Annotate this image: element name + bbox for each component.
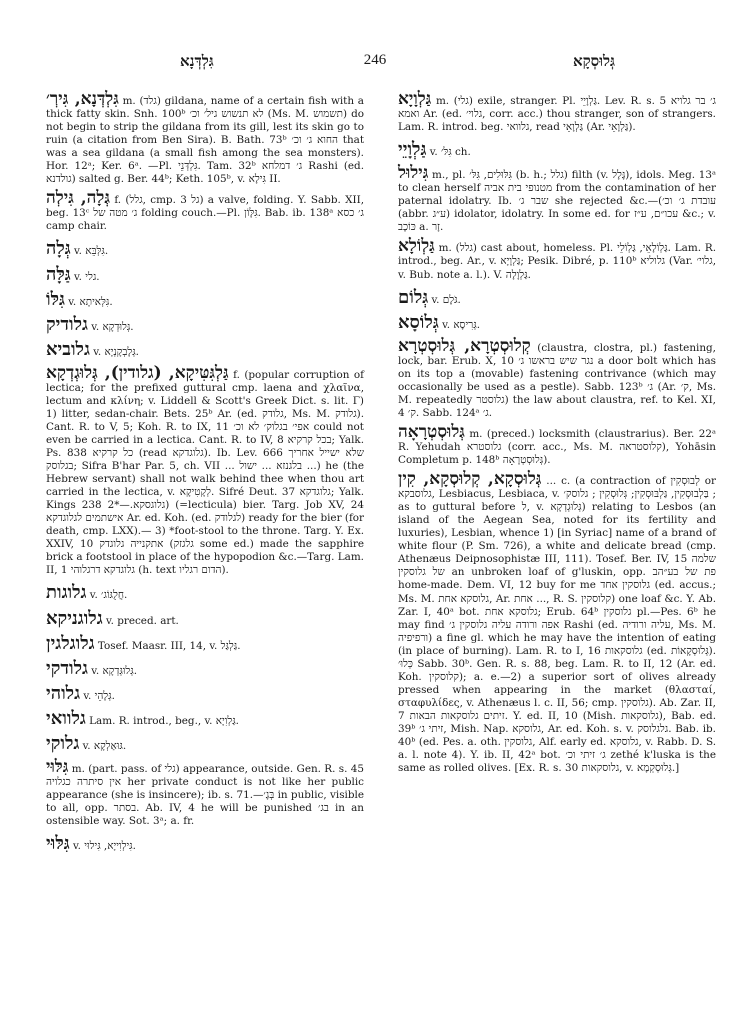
cross-reference-entry xyxy=(46,338,364,360)
entry-text: v. גְּלָבְקָנְיָא. xyxy=(89,345,139,358)
dictionary-entry xyxy=(398,89,716,134)
entry-text: m. (גלל) cast about, homeless. Pl. גַּלְוֹלָאֵי, גַּלְוֹלֵי. Lam. R. introd., beg. Ar., v. גַּלְוָיָא; Pesik. Dibré, p. 110ᵇ גלוליא (Var. גלוי׳, v. Bub. note a. l.). V. גַּלְוָלָה. xyxy=(398,242,716,281)
cross-reference-entry xyxy=(46,607,364,629)
entry-headword: גְּלוּסְטְרָאָה xyxy=(398,421,465,442)
dictionary-entry xyxy=(398,335,717,420)
entry-headword: גלודקי xyxy=(46,657,88,679)
entry-text: m. (preced.) locksmith (claustrarius). Ber. 22ᵃ R. Yehudah גלוסטרא (corr. acc., Ms. M. קלוסטראה), Yohāsin Completum p. 148ᵇ גְּלוּסְטְרָאָה). xyxy=(398,427,716,467)
cross-reference-entry xyxy=(398,286,716,308)
entry-headword: גְּלָה xyxy=(46,238,71,260)
right-column xyxy=(398,89,717,780)
entry-headword: גִּלְדְּנָא, גִּירְ׳ xyxy=(46,89,119,109)
entry-text: v. גֹּלֶם. xyxy=(428,293,461,306)
entry-text: v. גלי. xyxy=(70,270,100,283)
dictionary-entry xyxy=(398,236,716,281)
entry-text: v. חֲלֻגּוֹג׳. xyxy=(86,589,128,602)
dictionary-entry xyxy=(46,362,365,578)
entry-headword: גַּלְוֹלָא xyxy=(398,236,435,257)
entry-headword: גלוקי xyxy=(46,732,80,754)
entry-text: m. (part. pass. of גלי) appearance, outside. Gen. R. s. 45 אין סיתרה כגלויה her private conduct is not like her public appearance (she is insincere); ib. s. 71.—בְּגָ׳ in public, visible to all, opp. בסתר. Ab. IV, 4 he will be punished בג׳ in an ostensible way. Sot. 3ᵃ; a. fr. xyxy=(46,762,365,827)
entry-headword: גלודיק xyxy=(46,313,88,335)
entry-text: v. גְּלָהֵי. xyxy=(80,689,115,702)
cross-reference-entry xyxy=(46,238,364,260)
entry-headword: גְּלָה, גִּילְה xyxy=(46,188,110,209)
entry-text: f. (גלל, cmp. גל 3) a valve, folding. Y. Sabb. XII, beg. 13ᶜ ג׳ מטה של folding couch.—Pl. גִּלָּוֹן. Bab. ib. 138ᵃ ג׳ כסא camp chair. xyxy=(46,194,364,233)
entry-headword: גַּלְגִּטִּיקָא, (גלודין), גְּלוּגְדְקָא xyxy=(46,362,229,383)
entry-headword: גְּלוֹסָא xyxy=(398,311,439,333)
entry-text: m. (גלי) exile, stranger. Pl. גַּלְוָיֵי. Lev. R. s. 5 ג׳ בר גלויא ואמא Ar. (ed. גלוי׳, corr. acc.) thou stranger, son of strangers. Lam. R. introd. beg. גלוואי, read גַּלְוָאֵי (Ar. גַּלְוָאֵי). xyxy=(398,95,716,134)
left-column xyxy=(46,89,365,860)
entry-text: ... c. (a contraction of לְבוּסְקִין or גלוסבקא, Lesbiacus, Lesbiaca, v. בַּלְבוּסְקִין, גַּלְבּוּסְקִין; גְּלוּסְקִין ; גלוסק׳ ; as to guttural before ל, v. גְּלוּגְדְקָא) relating to Lesbos (an island of the Aegean Sea, noted for its fertility and luxuries), Lesbian, whence 1) [in Syriac] name of a brand of white flour (P. Sm. 726), a white and delicate bread (cmp. Athenæus Deipnosophistæ III, 111). Tosef. Ber. IV, 15 שלמה של גלוסקין an unbroken loaf of g'luskin, opp. פת של בע״הב home-made. Dem. VI, 12 buy for me גלוסקין אחד (ed. accus.; Ms. M. גלוסקא אחת, Ar. אחת ..., R. S. קלוסקין) one loaf &c. Y. Ab. Zar. I, 40ᵃ bot. גלוסקא אחת; Erub. 64ᵇ גלוסקין pl.—Pes. 6ᵇ he may find אפה ורודה עליה גלוסקין ג׳ Rashi (ed. עליה ורודיה, Ms. M. ורפיפיה) a fine gl. which he may have the intention of eating (in place of burning). Lam. R. to I, 16 גלוסקאות (ed. גְּלוּסְקָאוֹת). כְּלוּ׳ Sabb. 30ᵇ. Gen. R. s. 88, beg. Lam. R. to II, 12 (Ar. ed. Koh. קלוסקין); a. e.—2) a superior sort of olives already pressed when appearing in the market (θλασταί, σταφυλίδες, v. Athenæus l. c. II, 56; cmp. גלוסקין). Ab. Zar. II, 7 זיתים גלוסקאות הבאות. Y. ed. II, 10 (Mish. גלוסקאות), Bab. ed. 39ᵇ זיתי ג׳, Mish. Nap. גלוסקא, Ar. ed. Koh. s. v. גלגלוסק. Bab. ib. 40ᵇ (ed. Pes. a. oth. גלוסקין, Alf. early ed. גלוסקא, v. Rabb. D. S. a. l. note 4). Y. ib. II, 42ᵃ bot. ג׳ זיתי וכ׳ zethé k'luska is the same as rolled olives. [Ex. R. s. 30 גלוסקאות, v. גְּלוּסְקְמָא.] xyxy=(398,475,717,775)
dictionary-entry xyxy=(46,188,364,233)
entry-headword: גִּלּוֹ xyxy=(46,288,65,310)
cross-reference-entry xyxy=(46,732,364,754)
cross-reference-entry xyxy=(46,707,364,729)
cross-reference-entry xyxy=(398,139,716,161)
dictionary-entry xyxy=(398,163,717,234)
entry-text: v. preced. art. xyxy=(102,614,179,627)
cross-reference-entry xyxy=(46,582,364,604)
entry-text: f. (popular corruption of lectica; for the prefixed guttural cmp. laena and χλαῖνα, lectum and κλίνη; v. Liddell & Scott's Greek Dict. s. lit. Γ) 1) litter, sedan-chair. Bets. 25ᵇ Ar. (ed. גלודק, Ms. M. גלודק). Cant. R. to V, 5; Koh. R. to IX, 11 אפי׳ בגלוק׳ לא וכ׳ could not even be carried in a lectica. Cant. R. to IV, 8 בכל קרקיא; Yalk. Ps. 838 כל קרקיא (read גלוגדקא). Ib. Lev. 666 שלא ישייל אחריך בגלוסק; Sifra B'har Par. 5, ch. VII ... בלגנזא ... ישול ...) he (the Hebrew servant) shall not walk behind thee when thou art carried in the lectica, v. לְקָטִיקָא. Sifré Deut. 37 גלוגדקא; Yalk. Kings 238 גלוגסקא.—*2) (=lecticula) bier. Targ. Job XV, 24 אישתמים לגלוגדקא Ar. ed. Koh. (ed. לגלודק) ready for the bier (for death, cmp. LXX).— 3) *foot-stool to the throne. Targ. Y. Ex. XXIV, 10 אתקנייה גלוגדק (גלגזק some ed.) made the sapphire brick a footstool in place of the hypopodion &c.—Targ. Lam. II, 1 גלוגדקא דרגלוהי (h. text הדום רגליו). xyxy=(46,368,365,577)
entry-headword: קְלוּסְטְרָא, גְּלוּסְטְרָא xyxy=(398,335,531,356)
entry-headword: גִּילוּל xyxy=(398,163,429,184)
entry-headword: גלוגות xyxy=(46,582,87,604)
cross-reference-entry xyxy=(46,833,364,855)
dictionary-entry xyxy=(46,89,365,186)
dictionary-entry xyxy=(398,421,716,467)
entry-text: v. גִּלּ׳ ch. xyxy=(426,146,471,159)
entry-headword: גַּלְוָיֵי xyxy=(398,139,427,161)
entry-text: v. גִּלְּאיתָא. xyxy=(64,295,113,308)
entry-text: Tosef. Maasr. III, 14, v. גַּלְגַּל. xyxy=(94,639,241,652)
cross-reference-entry xyxy=(46,313,364,335)
cross-reference-entry xyxy=(46,682,364,704)
entry-text: v. גְּלוּגְּדְקָא. xyxy=(87,664,138,677)
entry-headword: גלוגניקא xyxy=(46,607,103,629)
dictionary-entry xyxy=(398,469,717,775)
cross-reference-entry xyxy=(46,657,364,679)
entry-text: m., pl. גִּלּוּלִים, גִּלּ׳ (b. h.; גלל) filth (v. גָּלָל), idols. Meg. 13ᵃ to clean herself מטנופי בית אביה from the contamination of her paternal idolatry. Ib. שבר ג׳ she rejected &c.—(עובדת ג׳ וכ׳ (abbr. ע״ג) idolator, idolatry. In some ed. for עכו״ם, ע״ז &c.; v. כּוֹכָב a. זָר. xyxy=(398,169,717,234)
entry-text: v. גִּילְוִייָא, גִּילוּי. xyxy=(69,840,136,853)
entry-headword: גלוהי xyxy=(46,682,81,704)
entry-headword: גַּלְוָיָא xyxy=(398,89,432,109)
dictionary-entry xyxy=(46,756,365,828)
entry-headword: גִּלּוּי xyxy=(46,756,69,777)
cross-reference-entry xyxy=(46,632,364,654)
page-header xyxy=(0,52,750,74)
cross-reference-entry xyxy=(46,288,364,310)
right-running-head: גְּלוּסְקָא xyxy=(573,52,615,70)
entry-text: v. גִּלְּבֵּא. xyxy=(70,245,109,258)
entry-headword: גְּלוֹם xyxy=(398,286,429,308)
entry-headword: גלוגלגין xyxy=(46,632,95,654)
entry-text: Lam. R. introd., beg., v. גַּלְוִיָא. xyxy=(85,714,239,727)
entry-headword: גלוביא xyxy=(46,338,90,360)
left-running-head: גִּלְדְּנָא xyxy=(180,52,214,70)
entry-headword: גְּלוּסְקָא, קְלוּסְקָא, קִין xyxy=(398,469,542,490)
entry-text: m. (גלד) gildana, name of a certain fish with a thick fatty skin. Snh. 100ᵇ לא תנשוש גיל׳ וכ׳ (Ms. M. תשמוש) do not begin to strip the gildana from its gill, lest its skin go to ruin (a citation from Ben Sira). B. Bath. 73ᵇ החוא ג׳ וכ׳ that was a sea gildana (a small fish among the sea monsters). Hor. 12ᵃ; Ker. 6ᵃ. —Pl. גִּלְדְּנֵי. Tam. 32ᵇ ג׳ דמלחא Rashi (ed. גולדנא) salted g. Ber. 44ᵇ; Keth. 105ᵇ, v. גִּילָא II. xyxy=(46,95,365,186)
page-number: 246 xyxy=(363,52,387,68)
cross-reference-entry xyxy=(398,311,716,333)
cross-reference-entry xyxy=(46,263,364,285)
entry-headword: גִּלּוּי xyxy=(46,833,70,855)
entry-text: v. גְּרִיסָא. xyxy=(438,318,481,331)
entry-text: (claustra, clostra, pl.) fastening, lock, bar. Erub. X, 10 נגר שיש בראשו ג׳ a door bolt which has on its top a (movable) fastening contrivance (which may occasionally be used as a pestle). Sabb. 123ᵇ ג׳ (Ar. ק׳, Ms. M. repeatedly גלוסטר) the law about claustra, ref. to Kel. XI, 4 ק׳. Sabb. 124ᵃ ג׳. xyxy=(398,341,717,419)
entry-headword: גַּלָּה xyxy=(46,263,71,285)
entry-text: v. גּוּאַלְקָא. xyxy=(79,739,127,752)
entry-headword: גלוואי xyxy=(46,707,86,729)
entry-text: v. גְּלוּדְקָא. xyxy=(87,320,134,333)
